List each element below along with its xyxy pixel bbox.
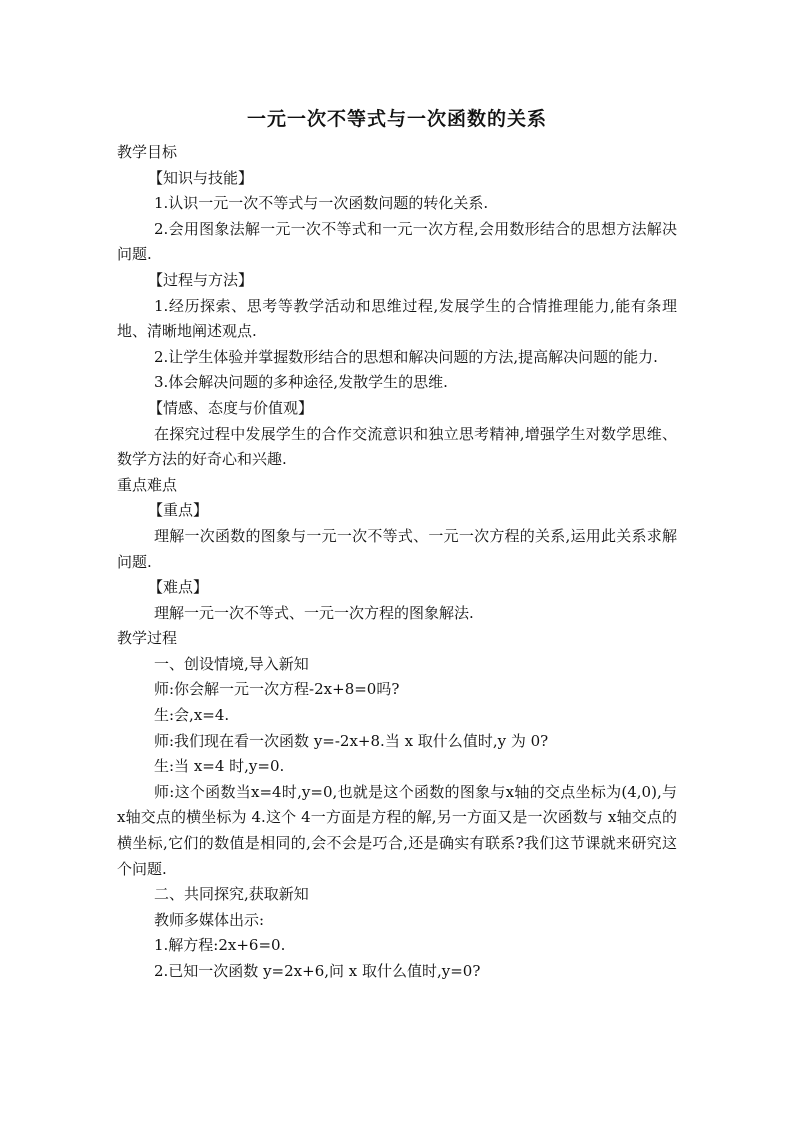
section-heading-process: 教学过程 [117, 629, 178, 648]
dialogue-line: 生:会,x=4. [154, 706, 230, 725]
section-heading-key-points: 重点难点 [117, 475, 178, 494]
knowledge-item-1: 1.认识一元一次不等式与一次函数问题的转化关系. [154, 194, 489, 213]
part1-heading: 一、创设情境,导入新知 [154, 654, 309, 673]
dialogue-line: 师:我们现在看一次函数 y=-2x+8.当 x 取什么值时,y 为 0? [154, 731, 549, 750]
label-focus: 【重点】 [148, 501, 209, 520]
label-knowledge: 【知识与技能】 [148, 168, 254, 187]
document-body [117, 140, 677, 985]
label-attitude: 【情感、态度与价值观】 [148, 398, 314, 417]
part2-line: 2.已知一次函数 y=2x+6,问 x 取什么值时,y=0? [154, 962, 481, 980]
difficulty-text: 理解一元一次不等式、一元一次方程的图象解法. [154, 603, 474, 622]
dialogue-paragraph: 师:这个函数当x=4时,y=0,也就是这个函数的图象与x轴的交点坐标为(4,0),与 x轴交点的横坐标为 4.这个 4一方面是方程的解,另一方面又是一次函数与 x轴交点的横坐标,它们的数值是相同的,会不会是巧合,还是确实有联系?我们这节课就来研究这个问题. [117, 782, 677, 878]
knowledge-item-2: 2.会用图象法解一元一次不等式和一元一次方程,会用数形结合的思想方法解决问题. [117, 219, 677, 264]
focus-text: 理解一次函数的图象与一元一次不等式、一元一次方程的关系,运用此关系求解问题. [117, 526, 677, 571]
dialogue-line: 生:当 x=4 时,y=0. [154, 757, 285, 776]
section-heading-goals: 教学目标 [117, 143, 178, 161]
process-item-2: 2.让学生体验并掌握数形结合的思想和解决问题的方法,提高解决问题的能力. [154, 347, 658, 366]
document-title: 一元一次不等式与一次函数的关系 [246, 108, 547, 130]
label-difficulty: 【难点】 [148, 578, 209, 597]
label-process-method: 【过程与方法】 [148, 270, 254, 289]
process-item-1: 1.经历探索、思考等教学活动和思维过程,发展学生的合情推理能力,能有条理地、清晰地阐述观点. [117, 296, 677, 341]
part2-line: 1.解方程:2x+6=0. [154, 936, 286, 955]
process-item-3: 3.体会解决问题的多种途径,发散学生的思维. [154, 373, 448, 392]
part2-line: 教师多媒体出示: [154, 910, 265, 929]
part2-heading: 二、共同探究,获取新知 [154, 885, 309, 904]
attitude-text: 在探究过程中发展学生的合作交流意识和独立思考精神,增强学生对数学思维、数学方法的好奇心和兴趣. [117, 424, 677, 469]
dialogue-line: 师:你会解一元一次方程-2x+8=0吗? [154, 680, 400, 699]
